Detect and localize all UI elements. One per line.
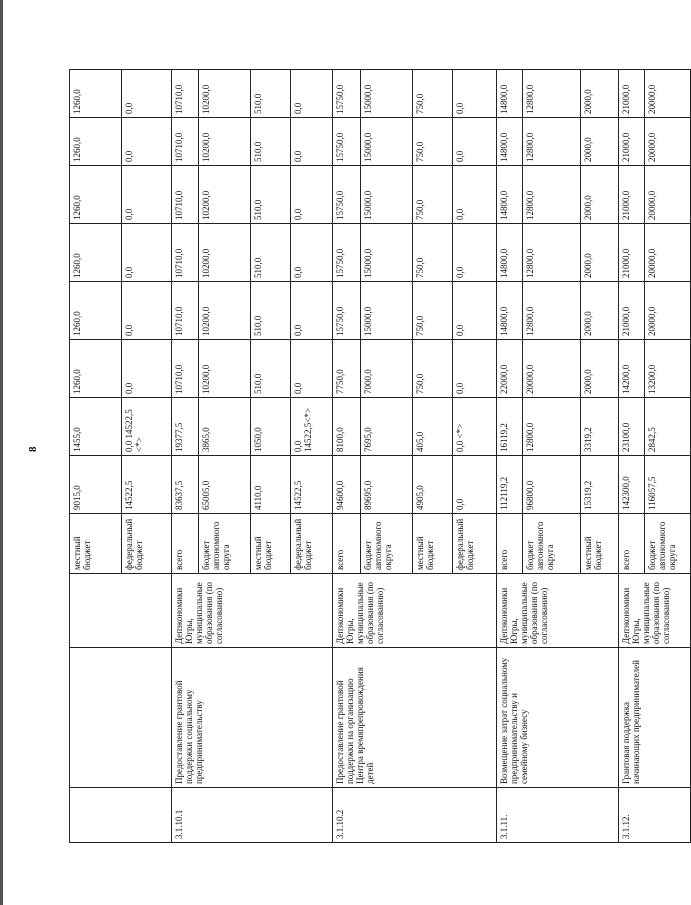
value-year-3-cell: 510,0 <box>251 282 291 340</box>
value-year-7-cell: 0,0 <box>122 70 172 118</box>
activity-code-cell: 3.1.12. <box>619 788 691 843</box>
value-year-3-cell: 2000,0 <box>581 282 619 340</box>
funding-source-cell: местный бюджет <box>251 514 291 574</box>
value-year-1-cell: 1455,0 <box>70 398 122 456</box>
value-year-3-cell: 15750,0 <box>333 282 361 340</box>
value-year-6-cell: 750,0 <box>413 118 453 166</box>
table-row <box>619 70 645 843</box>
value-year-6-cell: 12800,0 <box>523 118 581 166</box>
value-year-2-cell: 22000,0 <box>497 340 523 398</box>
value-year-3-cell: 10710,0 <box>172 282 199 340</box>
activity-name-cell: Возмещение затрат социальному предпринимательству и семейному бизнесу <box>497 648 619 788</box>
table-row <box>497 70 523 843</box>
value-year-4-cell: 10710,0 <box>172 224 199 282</box>
value-year-6-cell: 10200,0 <box>199 118 251 166</box>
value-year-3-cell: 0,0 <box>453 282 497 340</box>
rotated-table-container <box>69 70 677 843</box>
value-year-4-cell: 1260,0 <box>70 224 122 282</box>
value-total-cell: 94600,0 <box>333 456 361 514</box>
value-year-1-cell: 1050,0 <box>251 398 291 456</box>
value-total-cell: 4905,0 <box>413 456 453 514</box>
value-total-cell: 96800,0 <box>523 456 581 514</box>
funding-source-cell: местный бюджет <box>413 514 453 574</box>
executor-cell: Депэкономики Югры, муниципальные образования (по согласованию) <box>172 574 333 648</box>
value-year-3-cell: 21000,0 <box>619 282 645 340</box>
value-year-7-cell: 15750,0 <box>333 70 361 118</box>
funding-source-cell: всего <box>172 514 199 574</box>
value-year-2-cell: 20000,0 <box>523 340 581 398</box>
value-year-3-cell: 15000,0 <box>361 282 413 340</box>
value-year-2-cell: 2000,0 <box>581 340 619 398</box>
value-total-cell: 89695,0 <box>361 456 413 514</box>
value-year-1-cell: 0,0 14522,5<*> <box>291 398 333 456</box>
value-year-1-cell: 8100,0 <box>333 398 361 456</box>
value-year-5-cell: 1260,0 <box>70 166 122 224</box>
value-year-4-cell: 510,0 <box>251 224 291 282</box>
value-year-7-cell: 0,0 <box>453 70 497 118</box>
value-year-4-cell: 20000,0 <box>645 224 691 282</box>
executor-cell: Депэкономики Югры, муниципальные образования (по согласованию) <box>619 574 691 648</box>
value-year-7-cell: 1260,0 <box>70 70 122 118</box>
value-year-4-cell: 14800,0 <box>497 224 523 282</box>
value-year-4-cell: 0,0 <box>291 224 333 282</box>
value-year-1-cell: 19377,5 <box>172 398 199 456</box>
value-year-3-cell: 20000,0 <box>645 282 691 340</box>
value-year-3-cell: 750,0 <box>413 282 453 340</box>
value-total-cell: 4110,0 <box>251 456 291 514</box>
value-year-5-cell: 0,0 <box>122 166 172 224</box>
value-year-1-cell: 7695,0 <box>361 398 413 456</box>
value-year-7-cell: 2000,0 <box>581 70 619 118</box>
funding-source-cell: бюджет автономного округа <box>645 514 691 574</box>
value-year-5-cell: 15750,0 <box>333 166 361 224</box>
value-year-5-cell: 15000,0 <box>361 166 413 224</box>
value-year-2-cell: 13200,0 <box>645 340 691 398</box>
value-year-4-cell: 0,0 <box>453 224 497 282</box>
budget-table <box>69 69 691 843</box>
value-year-7-cell: 510,0 <box>251 70 291 118</box>
value-year-5-cell: 750,0 <box>413 166 453 224</box>
value-year-1-cell: 2842,5 <box>645 398 691 456</box>
value-year-6-cell: 0,0 <box>453 118 497 166</box>
value-total-cell: 14522,5 <box>291 456 333 514</box>
table-row <box>70 70 122 843</box>
value-total-cell: 112119,2 <box>497 456 523 514</box>
value-year-5-cell: 21000,0 <box>619 166 645 224</box>
value-year-6-cell: 15000,0 <box>361 118 413 166</box>
value-year-1-cell: 12800,0 <box>523 398 581 456</box>
value-year-6-cell: 15750,0 <box>333 118 361 166</box>
value-year-5-cell: 10710,0 <box>172 166 199 224</box>
value-year-7-cell: 750,0 <box>413 70 453 118</box>
executor-cell: Депэкономики Югры, муниципальные образования (по согласованию) <box>497 574 619 648</box>
value-year-1-cell: 3865,0 <box>199 398 251 456</box>
value-year-5-cell: 0,0 <box>291 166 333 224</box>
value-year-2-cell: 7750,0 <box>333 340 361 398</box>
activity-name-cell <box>70 648 172 788</box>
funding-source-cell: всего <box>619 514 645 574</box>
value-year-5-cell: 12800,0 <box>523 166 581 224</box>
value-year-1-cell: 405,0 <box>413 398 453 456</box>
value-year-3-cell: 14800,0 <box>497 282 523 340</box>
value-year-6-cell: 1260,0 <box>70 118 122 166</box>
funding-source-cell: местный бюджет <box>70 514 122 574</box>
value-year-7-cell: 15000,0 <box>361 70 413 118</box>
activity-name-cell: Грантовая поддержка начинающих предпринимателей <box>619 648 691 788</box>
value-year-7-cell: 10200,0 <box>199 70 251 118</box>
value-year-6-cell: 10710,0 <box>172 118 199 166</box>
value-year-5-cell: 10200,0 <box>199 166 251 224</box>
activity-name-cell: Предоставление грантовой поддержки на организацию Центра времяпрепровождения детей <box>333 648 497 788</box>
value-year-4-cell: 12800,0 <box>523 224 581 282</box>
value-total-cell: 116057,5 <box>645 456 691 514</box>
executor-cell <box>70 574 172 648</box>
value-year-5-cell: 510,0 <box>251 166 291 224</box>
value-year-1-cell: 0,0 <*> <box>453 398 497 456</box>
value-year-2-cell: 510,0 <box>251 340 291 398</box>
value-year-4-cell: 2000,0 <box>581 224 619 282</box>
value-year-7-cell: 20000,0 <box>645 70 691 118</box>
value-year-2-cell: 750,0 <box>413 340 453 398</box>
value-total-cell: 142300,0 <box>619 456 645 514</box>
value-year-4-cell: 15750,0 <box>333 224 361 282</box>
value-year-2-cell: 0,0 <box>291 340 333 398</box>
value-year-4-cell: 15000,0 <box>361 224 413 282</box>
value-year-4-cell: 750,0 <box>413 224 453 282</box>
value-year-5-cell: 0,0 <box>453 166 497 224</box>
value-year-5-cell: 20000,0 <box>645 166 691 224</box>
value-year-7-cell: 12800,0 <box>523 70 581 118</box>
value-year-1-cell: 23100,0 <box>619 398 645 456</box>
table-row <box>172 70 199 843</box>
funding-source-cell: федеральный бюджет <box>122 514 172 574</box>
value-total-cell: 65005,0 <box>199 456 251 514</box>
value-year-6-cell: 510,0 <box>251 118 291 166</box>
value-year-7-cell: 10710,0 <box>172 70 199 118</box>
executor-cell: Депэкономики Югры, муниципальные образования (по согласованию) <box>333 574 497 648</box>
value-year-6-cell: 2000,0 <box>581 118 619 166</box>
value-total-cell: 15319,2 <box>581 456 619 514</box>
value-year-3-cell: 1260,0 <box>70 282 122 340</box>
value-year-3-cell: 0,0 <box>122 282 172 340</box>
activity-code-cell: 3.1.10.2 <box>333 788 497 843</box>
value-year-2-cell: 10200,0 <box>199 340 251 398</box>
value-year-6-cell: 0,0 <box>122 118 172 166</box>
value-year-4-cell: 21000,0 <box>619 224 645 282</box>
value-year-2-cell: 1260,0 <box>70 340 122 398</box>
activity-code-cell: 3.1.11. <box>497 788 619 843</box>
page-number: 8 <box>27 446 39 452</box>
value-year-4-cell: 0,0 <box>122 224 172 282</box>
funding-source-cell: бюджет автономного округа <box>523 514 581 574</box>
value-year-2-cell: 7000,0 <box>361 340 413 398</box>
funding-source-cell: бюджет автономного округа <box>361 514 413 574</box>
value-year-7-cell: 21000,0 <box>619 70 645 118</box>
funding-source-cell: местный бюджет <box>581 514 619 574</box>
value-year-1-cell: 16119,2 <box>497 398 523 456</box>
value-year-6-cell: 14800,0 <box>497 118 523 166</box>
value-year-6-cell: 21000,0 <box>619 118 645 166</box>
value-year-6-cell: 0,0 <box>291 118 333 166</box>
page-edge-shadow <box>0 0 3 905</box>
value-total-cell: 0,0 <box>453 456 497 514</box>
value-year-1-cell: 0,0 14522,5 <*> <box>122 398 172 456</box>
value-year-6-cell: 20000,0 <box>645 118 691 166</box>
funding-source-cell: всего <box>333 514 361 574</box>
activity-code-cell: 3.1.10.1 <box>172 788 333 843</box>
activity-name-cell: Предоставление грантовой поддержки социальному предпринимательству <box>172 648 333 788</box>
table-row <box>333 70 361 843</box>
funding-source-cell: федеральный бюджет <box>453 514 497 574</box>
value-year-2-cell: 14200,0 <box>619 340 645 398</box>
value-year-1-cell: 3319,2 <box>581 398 619 456</box>
value-year-3-cell: 12800,0 <box>523 282 581 340</box>
value-year-2-cell: 10710,0 <box>172 340 199 398</box>
value-total-cell: 14522,5 <box>122 456 172 514</box>
value-year-3-cell: 10200,0 <box>199 282 251 340</box>
value-year-2-cell: 0,0 <box>453 340 497 398</box>
funding-source-cell: всего <box>497 514 523 574</box>
value-year-7-cell: 14800,0 <box>497 70 523 118</box>
activity-code-cell <box>70 788 172 843</box>
value-total-cell: 9015,0 <box>70 456 122 514</box>
value-total-cell: 83637,5 <box>172 456 199 514</box>
value-year-7-cell: 0,0 <box>291 70 333 118</box>
value-year-2-cell: 0,0 <box>122 340 172 398</box>
value-year-4-cell: 10200,0 <box>199 224 251 282</box>
value-year-5-cell: 14800,0 <box>497 166 523 224</box>
funding-source-cell: федеральный бюджет <box>291 514 333 574</box>
value-year-3-cell: 0,0 <box>291 282 333 340</box>
value-year-5-cell: 2000,0 <box>581 166 619 224</box>
funding-source-cell: бюджет автономного округа <box>199 514 251 574</box>
